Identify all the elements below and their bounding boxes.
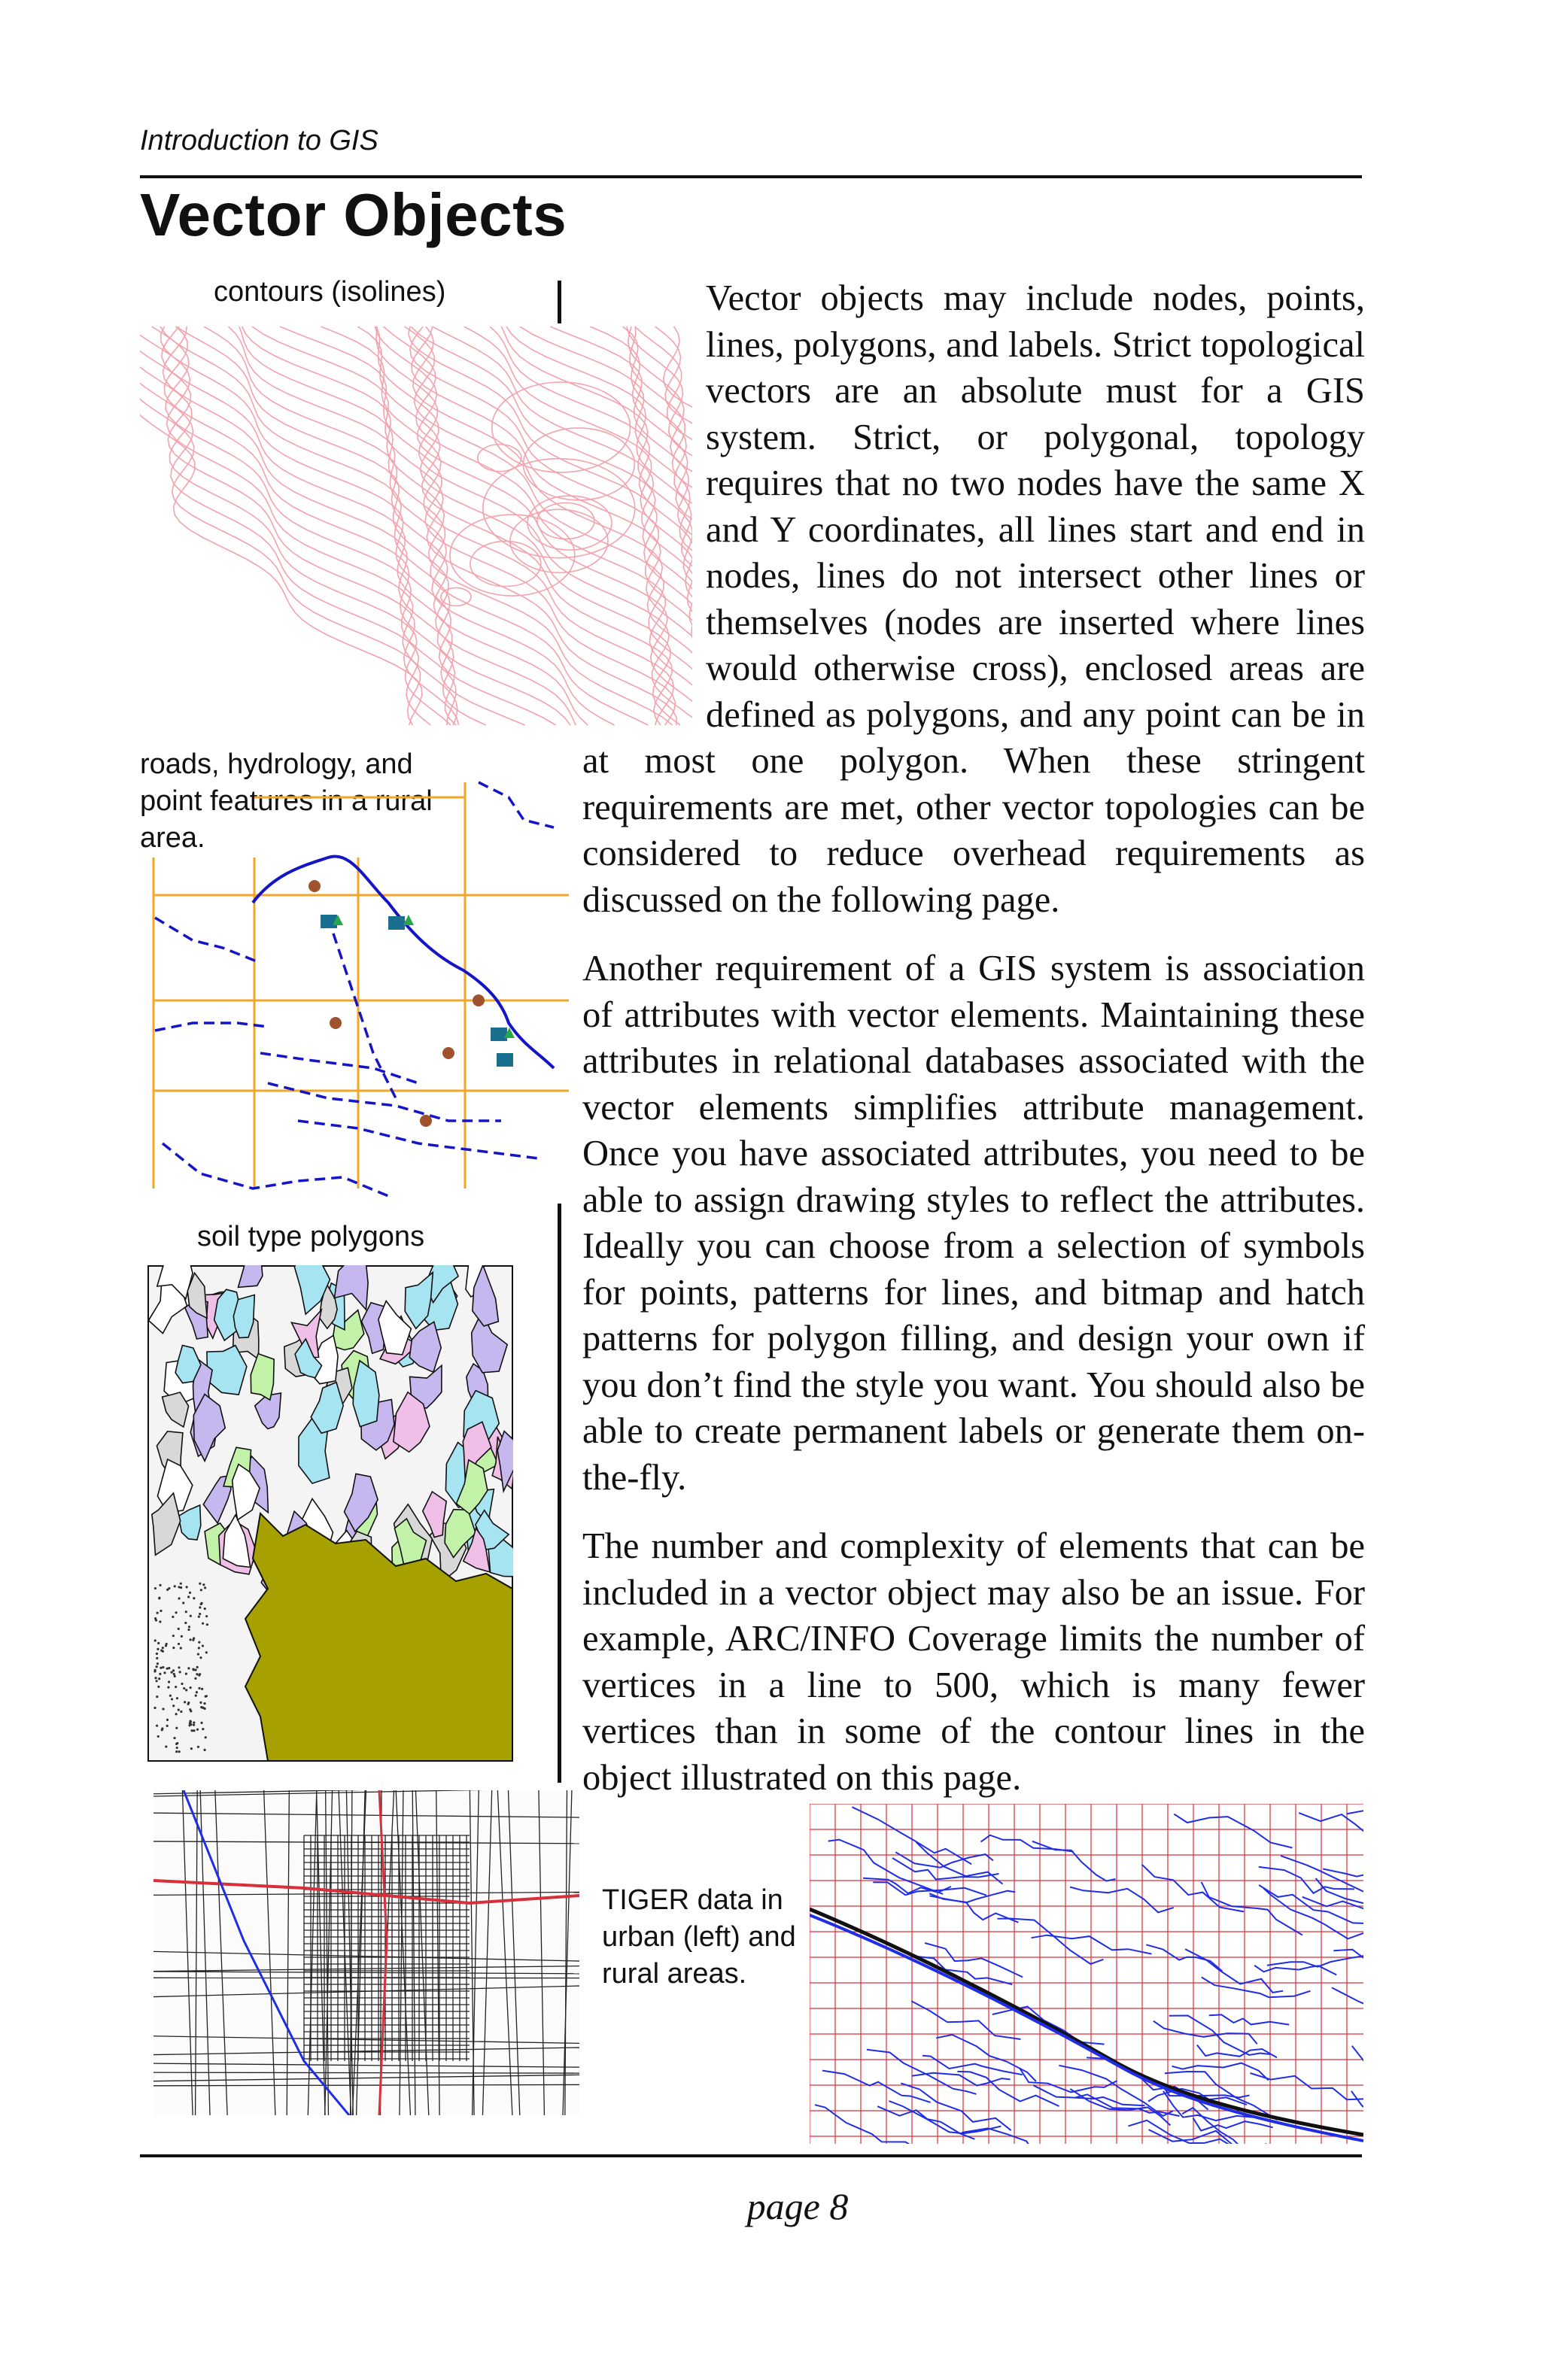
point-feature <box>330 1017 342 1029</box>
soil-dot <box>172 1616 174 1618</box>
stream-line <box>155 1023 268 1031</box>
soil-dot <box>157 1735 160 1738</box>
point-feature <box>309 880 321 892</box>
soil-dot <box>193 1637 195 1639</box>
soil-dot <box>205 1695 208 1697</box>
soil-dot <box>185 1610 187 1613</box>
soil-dot <box>153 1707 156 1709</box>
soil-dot <box>161 1727 163 1729</box>
contour-map-figure <box>140 326 692 728</box>
soil-dot <box>169 1695 172 1697</box>
running-head: Introduction to GIS <box>140 125 378 156</box>
roads-caption: roads, hydrology, and point features in a rural area. <box>140 748 433 854</box>
column-change-bar <box>558 1204 561 1783</box>
soil-dot <box>197 1653 199 1655</box>
soil-dot <box>157 1648 159 1650</box>
soil-dot <box>175 1743 178 1745</box>
soil-dot <box>189 1720 191 1723</box>
soil-dot <box>190 1686 192 1689</box>
point-feature <box>473 994 485 1006</box>
soil-dot <box>162 1708 164 1710</box>
header-rule <box>140 175 1362 178</box>
soil-dot <box>180 1586 182 1589</box>
contours-caption: contours (isolines) <box>214 276 446 308</box>
soil-dot <box>201 1706 203 1708</box>
soil-dot <box>175 1750 178 1753</box>
soil-dot <box>197 1746 199 1748</box>
soil-dot <box>171 1698 173 1700</box>
soil-dot <box>178 1666 180 1668</box>
soil-dot <box>204 1607 206 1610</box>
soil-dot <box>198 1674 200 1676</box>
soil-dot <box>159 1673 161 1675</box>
soil-dot <box>156 1680 158 1682</box>
soil-dot <box>166 1643 168 1645</box>
soil-dot <box>196 1673 198 1675</box>
soil-dot <box>159 1584 161 1586</box>
soil-dot <box>178 1709 180 1711</box>
soil-dot <box>180 1583 182 1585</box>
soil-dot <box>154 1677 157 1679</box>
soil-dot <box>199 1583 201 1585</box>
contour-ring <box>470 542 541 587</box>
soil-dot <box>185 1689 187 1691</box>
soil-dot <box>175 1727 178 1729</box>
soil-dot <box>163 1671 166 1674</box>
soil-dot <box>157 1612 159 1614</box>
soil-dot <box>198 1616 200 1618</box>
soil-dot <box>172 1705 175 1707</box>
soil-dot <box>173 1737 175 1739</box>
soil-dot <box>167 1686 169 1689</box>
tiger-urban-figure <box>153 1790 579 2115</box>
soil-dot <box>194 1677 196 1680</box>
soil-dot <box>181 1683 183 1685</box>
soil-dot <box>189 1592 191 1594</box>
page-title: Vector Objects <box>140 181 567 248</box>
soil-dot <box>188 1626 190 1628</box>
soil-dot <box>205 1651 208 1653</box>
soil-dot <box>160 1650 163 1652</box>
soil-dot <box>160 1667 162 1669</box>
soil-dot <box>175 1713 177 1715</box>
soil-dot <box>172 1635 175 1637</box>
soil-dot <box>198 1641 200 1644</box>
soil-dot <box>180 1647 182 1649</box>
soil-dot <box>199 1656 202 1659</box>
soil-dot <box>175 1611 177 1613</box>
stream-line <box>298 1121 539 1158</box>
soil-dot <box>206 1623 208 1626</box>
soil-dot <box>158 1597 160 1599</box>
soil-dot <box>184 1701 186 1703</box>
soil-dot <box>156 1695 158 1698</box>
soil-dot <box>200 1589 202 1591</box>
soil-dot <box>178 1628 180 1630</box>
point-feature <box>442 1047 454 1059</box>
soil-dot <box>154 1587 157 1589</box>
soil-dot <box>193 1597 195 1599</box>
stream-line <box>260 1053 418 1083</box>
soil-dot <box>200 1602 202 1604</box>
tree-symbol <box>403 915 414 925</box>
soil-dot <box>202 1623 204 1625</box>
soil-dot <box>202 1728 204 1730</box>
paragraph-3: The number and complexity of elements that can be included in a vector object may also be an issue. For example, ARC/INFO Coverage limits the number of vertices in a line to 500, which is many fewer vertices than in some of the contour lines in the object illustrated on this page. <box>582 1526 1365 1798</box>
soil-dot <box>190 1710 192 1712</box>
soil-dot <box>162 1647 164 1649</box>
paragraph-1: Vector objects may include nodes, points, lines, polygons, and labels. Strict topological vectors are an absolute must for a GIS system. Strict, or polygonal, topology requires that no two nodes have the same X and Y coordinates, all lines start and end in nodes, lines do not intersect other lines or themselves (nodes are inserted where lines would otherwise cross), enclosed areas are defined as polygons, and any point can be in at most one polygon. When these stringent requirements are met, other vector topologies can be considered to reduce overhead requirements as discussed on the following page. <box>582 278 1365 920</box>
stream-line <box>328 918 396 1098</box>
soil-dot <box>202 1583 205 1586</box>
contour-ring <box>523 428 634 500</box>
contour-line <box>152 326 456 725</box>
soil-dot <box>179 1671 181 1673</box>
soil-dot <box>172 1647 175 1649</box>
soil-dot <box>187 1703 189 1705</box>
tiger-caption: TIGER data in urban (left) and rural areas. <box>602 1884 796 1990</box>
soil-dot <box>156 1665 158 1668</box>
soil-dot <box>172 1669 175 1671</box>
soil-dot <box>156 1657 158 1659</box>
contour-line <box>164 326 456 725</box>
contour-line <box>252 326 676 725</box>
soil-dot <box>174 1675 176 1677</box>
soil-dot <box>190 1729 193 1732</box>
point-feature <box>497 1053 513 1067</box>
soil-dot <box>193 1721 195 1723</box>
column-change-bar <box>558 281 561 323</box>
soil-dot <box>204 1586 206 1589</box>
soil-dot <box>199 1613 201 1615</box>
soil-dot <box>198 1687 200 1689</box>
soil-dot <box>156 1653 158 1655</box>
soil-dot <box>178 1643 180 1645</box>
stream-line <box>155 918 260 963</box>
soil-dot <box>166 1668 169 1670</box>
soil-dot <box>160 1610 162 1612</box>
contour-line <box>162 326 525 725</box>
contour-line <box>432 326 692 725</box>
contour-ring <box>510 509 608 572</box>
soil-dot <box>154 1639 157 1641</box>
soil-dot <box>189 1638 191 1641</box>
soil-dot <box>165 1745 167 1747</box>
soil-dot <box>190 1723 192 1726</box>
soil-dot <box>166 1725 169 1727</box>
stream-line <box>479 782 554 827</box>
soil-dot <box>162 1666 164 1668</box>
soil-dot <box>181 1635 183 1638</box>
soil-dot <box>190 1615 192 1617</box>
soil-dot <box>157 1662 159 1665</box>
soil-dot <box>159 1620 161 1623</box>
soil-dot <box>173 1673 175 1675</box>
soil-dot <box>187 1595 190 1598</box>
soil-dot <box>196 1729 199 1731</box>
soil-dot <box>166 1719 169 1721</box>
soil-dot <box>176 1697 178 1699</box>
soil-dot <box>203 1702 205 1705</box>
soil-dot <box>195 1695 197 1697</box>
soil-dot <box>180 1711 182 1713</box>
soil-dot <box>203 1749 205 1751</box>
point-feature <box>388 916 405 930</box>
soil-dot <box>155 1619 157 1621</box>
soil-dot <box>193 1724 195 1726</box>
soil-dot <box>184 1622 187 1624</box>
soil-dot <box>178 1597 180 1599</box>
soil-dot <box>187 1629 190 1631</box>
soil-dot <box>153 1670 156 1672</box>
soil-dot <box>185 1673 187 1675</box>
soil-dot <box>174 1585 176 1587</box>
soil-dot <box>198 1647 200 1649</box>
soil-dot <box>156 1725 158 1727</box>
soil-dot <box>178 1750 181 1753</box>
contour-line <box>242 326 673 725</box>
soil-dot <box>175 1686 177 1688</box>
soil-dot <box>168 1680 170 1683</box>
soil-dot <box>193 1668 195 1671</box>
soil-dot <box>176 1747 178 1749</box>
soil-dot <box>168 1587 170 1589</box>
soil-dot <box>158 1677 160 1680</box>
soil-dot <box>199 1702 202 1704</box>
soil-dot <box>199 1606 201 1608</box>
page-number: page 8 <box>746 2185 849 2227</box>
soil-dot <box>193 1729 195 1732</box>
soil-dot <box>182 1601 184 1604</box>
contour-line <box>140 326 430 725</box>
soil-dot <box>196 1691 198 1693</box>
tiger-rural-figure <box>810 1804 1363 2144</box>
footer-rule <box>140 2154 1362 2157</box>
soil-dot <box>187 1667 190 1669</box>
paragraph-2: Another requirement of a GIS system is association of attributes with vector elements. Maintaining these attributes in relational databases associated with the vector elements simplifies attribute management. Once you have associated attributes, you need to be able to assign drawing styles to reflect the attributes. Ideally you can choose from a selection of symbols for points, patterns for lines, and bitmap and hatch patterns for polygon filling, and design your own if you don’t find the style you want. You should also be able to create permanent labels or generate them on-the-fly. <box>582 949 1365 1498</box>
soil-dot <box>186 1586 188 1588</box>
soil-dot <box>183 1687 185 1689</box>
point-feature <box>420 1115 432 1127</box>
soil-dot <box>196 1666 199 1668</box>
soil-caption: soil type polygons <box>197 1221 425 1252</box>
soil-polygons-figure <box>147 1265 513 1762</box>
soil-dot <box>205 1736 207 1738</box>
soil-dot <box>201 1688 203 1690</box>
contour-line <box>405 326 692 725</box>
soil-dot <box>200 1722 202 1724</box>
point-feature <box>491 1028 507 1041</box>
contour-line <box>409 326 692 725</box>
soil-dot <box>157 1686 160 1688</box>
body-text <box>582 275 1365 1823</box>
soil-dot <box>171 1671 173 1674</box>
soil-dot <box>190 1747 193 1750</box>
contour-line <box>140 326 422 725</box>
soil-dot <box>205 1615 208 1617</box>
soil-dot <box>157 1642 160 1644</box>
contour-line <box>655 326 692 725</box>
soil-dot <box>202 1644 204 1647</box>
stream-line <box>163 1143 388 1196</box>
roads-hydrology-figure <box>147 767 569 1211</box>
